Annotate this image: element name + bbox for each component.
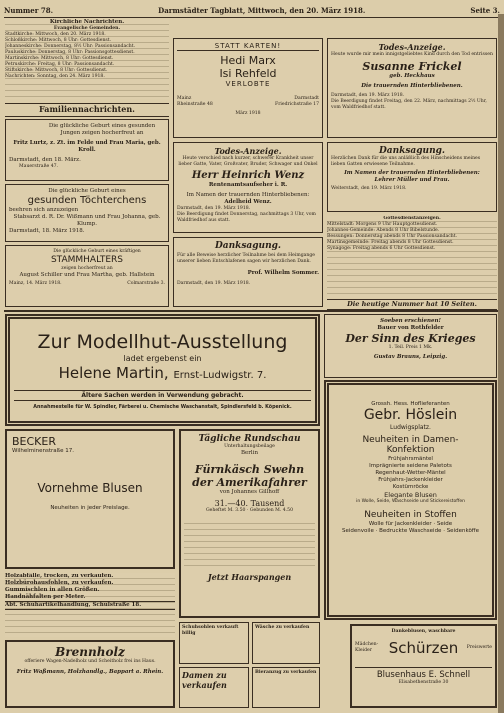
birth2-heading: gesunden Töchterchens <box>27 195 147 206</box>
church-line: Stadtkirche: Mittwoch, den 20. März 1918. <box>5 32 106 37</box>
holz-line: Handnähfalten per Meter. <box>5 594 86 600</box>
death1-name: Herr Heinrich Wenz <box>191 170 305 181</box>
hoeslein-name: Gebr. Höslein <box>363 407 458 423</box>
book-top: Soeben erschienen! <box>380 318 441 324</box>
birth3-text: Die glückliche Geburt eines kräftigen <box>53 249 141 254</box>
rundschau-edition: 31.—40. Tausend <box>214 499 285 508</box>
hoeslein-item: Kostümröcke <box>392 484 429 490</box>
becker-headline: Vornehme Blusen <box>37 481 143 495</box>
church-line: Johanneskirche: Donnerstag, 8½ Uhr: Passionsandacht. <box>5 44 136 49</box>
holz-line: Abt. Schuhartikelhandlung, Schulstraße 18. <box>5 601 175 610</box>
page-count-notice: Die heutige Nummer hat 10 Seiten. <box>327 299 497 310</box>
schuerzen-label2: Preiswerte <box>466 645 492 650</box>
small-ad-text: Bieranzug zu verkaufen <box>255 670 317 675</box>
birth-announcement-2 <box>5 184 169 242</box>
modellhut-address: Ernst-Ludwigstr. 7. <box>173 370 267 381</box>
death1-text: Im Namen der trauernden Hinterbliebenen: <box>186 192 310 198</box>
book-ad <box>324 314 497 378</box>
thanks2-text: Herzlichen Dank für die uns anläßlich des Hinscheidens meines lieben Gatten erwiesene Teilnahme. <box>331 156 481 167</box>
notice-line: Martinsgemeinde: Freitag abends 8 Uhr Gottesdienst. <box>327 240 454 245</box>
page-header <box>4 3 500 18</box>
hoeslein-stoff-line: Seidenvoile · Bedruckte Waschseide · Seidenköffe <box>342 528 479 534</box>
birth3-place: Mainz, 14. März 1918. <box>9 281 62 286</box>
page-edge <box>498 14 504 713</box>
church-line: Nachrichten: Sonntag, den 24. März 1918. <box>5 74 105 79</box>
becker-name: BECKER <box>12 435 56 448</box>
book-line1: Bauer von Rothfelder <box>377 325 444 331</box>
engaged-label: VERLOBTE <box>225 80 271 88</box>
hoeslein-top: Grossh. Hess. Hoflieferanten <box>371 401 450 407</box>
death2-intro: Heute wurde mir mein innigstgeliebtes Kind durch den Tod entrissen <box>331 52 493 57</box>
church-line: Stiftskirche: Mittwoch, 8 Uhr: Gottesdienst. <box>5 68 108 73</box>
rundschau-sub: Unterhaltungsbeilage <box>224 444 275 449</box>
rundschau-bottom: Jetzt Haarspangen <box>207 572 292 582</box>
notice-line: Mittelstadt: Morgens 9 Uhr Hauptgottesdienst. <box>327 222 438 227</box>
thanks2-text2: Im Namen der trauernden Hinterbliebenen: <box>344 170 480 176</box>
book-title: Der Sinn des Krieges <box>345 332 476 345</box>
birth2-place: Darmstadt, 18. März 1918. <box>9 228 85 234</box>
rundschau-ad <box>179 429 320 618</box>
rundschau-city: Berlin <box>241 450 258 456</box>
birth1-text: Die glückliche Geburt eines gesunden Jungen zeigen hocherfreut an <box>48 123 156 136</box>
thanks1-title: Danksagung. <box>214 241 282 251</box>
notice-line: Bessungen: Donnerstag abends 8 Uhr Passionsandacht. <box>327 234 458 239</box>
death1-title: Todes-Anzeige. <box>214 146 282 156</box>
modellhut-footer: Annahmestelle für W. Spindler, Färberei u. Chemische Waschanstalt, Spindlersfeld b. Köpenick. <box>33 405 292 410</box>
hoeslein-item: Frühjahrs-Jackenkleider <box>378 477 443 483</box>
birth1-names: Fritz Lurtz, z. Zt. im Felde und Frau Maria, geb. Kroll. <box>13 140 161 153</box>
birth-announcement-3 <box>5 245 169 307</box>
death1-intro: Heute verschied nach kurzer, schwerer Krankheit unser lieber Gatte, Vater, Großvater, Bruder, Schwager und Onkel <box>178 156 318 167</box>
thanks1-sign: Prof. Wilhelm Sommer. <box>247 270 319 276</box>
church-line: Petruskirche: Freitag, 8 Uhr: Passionsandacht. <box>5 62 115 67</box>
family-section-title: Familiennachrichten. <box>5 103 169 117</box>
death2-title: Todes-Anzeige. <box>378 42 446 52</box>
small-ad-text: Wäsche zu verkaufen <box>255 625 310 630</box>
small-ad-3 <box>179 667 249 708</box>
schuerzen-label1: Mädchen-Kleider <box>355 642 379 653</box>
masthead: Darmstädter Tagblatt, Mittwoch, den 20. März 1918. <box>158 5 366 15</box>
engaged-right-place: Darmstadt <box>294 96 319 101</box>
becker-sub: Neuheiten in jeder Preislage. <box>50 505 130 511</box>
birth1-address: Mauerstraße 47. <box>19 164 59 169</box>
schuerzen-ad <box>350 624 497 708</box>
engaged-left-address: Rheinstraße 48 <box>177 102 213 107</box>
engaged-date: März 1918 <box>235 111 261 116</box>
brennholz-text: offeriere Wagen-Nadelholz und Scheitholz frei ins Haus. <box>24 659 156 664</box>
brennholz-ad <box>5 640 175 708</box>
rundschau-price: Geheftet M. 3.50 · Gebunden M. 4.50 <box>205 508 294 513</box>
hoeslein-item: Konfektion <box>386 445 435 455</box>
hoeslein-item: Imprägnierte seidene Paletots <box>369 463 452 469</box>
holz-line: Holzabfälle, trocken, zu verkaufen. <box>5 573 114 579</box>
small-ad-text: Schuhsohlen verkauft billig <box>182 625 239 636</box>
death-notice-wenz <box>173 142 323 233</box>
modellhut-ad <box>5 314 320 426</box>
small-ad-1 <box>179 622 249 664</box>
birth3-address: Colmarstraße 3. <box>127 281 165 286</box>
engagement-announcement <box>173 38 323 138</box>
schuerzen-headline: Schürzen <box>388 639 459 657</box>
birth-announcement-1 <box>5 119 169 181</box>
church-line: Pauluskirche: Donnerstag, 8 Uhr: Passionsgottesdienst. <box>5 50 135 55</box>
thanks2-sign: Lehrer Müller und Frau. <box>374 177 450 183</box>
becker-ad <box>5 429 175 569</box>
modellhut-note: Ältere Sachen werden in Verwendung gebracht. <box>14 390 311 401</box>
birth2-text2: beehren sich anzuzeigen <box>9 207 79 213</box>
hoeslein-item: Frühjahrsmäntel <box>388 456 433 462</box>
death1-date: Darmstadt, den 19. März 1918. <box>177 206 251 211</box>
horizontal-divider <box>4 310 498 312</box>
death2-note: Die Beerdigung findet Freitag, den 22. März, nachmittags 2½ Uhr, vom Waldfriedhof statt. <box>331 99 487 110</box>
hoeslein-address: Ludwigsplatz. <box>390 424 431 431</box>
engaged-name-2: Isi Rehfeld <box>219 67 277 80</box>
becker-address: Wilhelminenstraße 17. <box>12 448 75 454</box>
thanks1-text: Für alle Beweise herzlicher Teilnahme bei dem Heimgange unserer lieben Entschlafenen sagen wir herzlichen Dank. <box>177 253 316 264</box>
page-number: Seite 3. <box>470 5 500 15</box>
small-ad-2 <box>252 622 320 664</box>
thanks2-date: Weiterstadt, den 19. März 1918. <box>331 186 407 191</box>
rundschau-title: Fürnkäsch Swehn der Amerikafahrer <box>192 463 307 489</box>
notice-line: Johannes-Gemeinde: Abends 8 Uhr Bibelstunde. <box>327 228 440 233</box>
engaged-name-1: Hedi Marx <box>220 54 276 67</box>
holz-line: Gummischlen in allen Größen. <box>5 587 100 593</box>
birth3-names: August Schiller und Frau Martha, geb. Hallstein <box>19 272 155 278</box>
birth2-names: Stabsarzt d. R. Dr. Wißmann und Frau Johanna, geb. Klump. <box>13 214 161 227</box>
death1-sign: Adelheid Wenz. <box>224 199 272 205</box>
birth3-heading: STAMMHALTERS <box>50 255 124 265</box>
engagement-title: STATT KARTEN! <box>177 42 319 51</box>
church-subtitle: Evangelische Gemeinden. <box>53 26 121 31</box>
modellhut-sub: ladet ergebenst ein <box>123 354 202 363</box>
thanks2-title: Danksagung. <box>378 146 446 156</box>
hoeslein-ad <box>324 380 497 620</box>
birth3-text2: zeigen hocherfreut an <box>61 266 113 271</box>
thanks-notice-sommer <box>173 237 323 307</box>
service-notices <box>327 216 497 298</box>
birth1-place: Darmstadt, den 18. März. <box>9 157 81 163</box>
rundschau-author: von Johannes Gillhoff <box>219 489 280 495</box>
engaged-left-place: Mainz <box>177 96 192 101</box>
death1-note: Die Beerdigung findet Donnerstag, nachmittags 3 Uhr, vom Waldfriedhof aus statt. <box>177 212 316 223</box>
death2-date: Darmstadt, den 19. März 1918. <box>331 93 405 98</box>
hoeslein-item: in Wolle, Seide, Waschseide und Stickereistoffen <box>356 499 465 504</box>
hoeslein-item: Regenhaut-Wetter-Mäntel <box>375 470 446 476</box>
death2-name: Susanne Frickel <box>362 60 462 73</box>
church-notices <box>5 19 169 99</box>
brennholz-title: Brennholz <box>55 645 125 659</box>
death2-text: Die trauernden Hinterbliebenen. <box>361 83 463 89</box>
notice-line: Synagoge: Freitag abends 6 Uhr Gottesdienst. <box>327 246 436 251</box>
notices-title: Gottesdienstanzeigen. <box>383 216 441 221</box>
death-notice-frickel <box>327 38 497 138</box>
brennholz-sign: Fritz Waßmann, Holzhandlg., Bappart a. Rhein. <box>16 669 164 675</box>
death2-sub: geb. Heckhaus <box>389 73 435 79</box>
engaged-right-address: Friedrichstraße 17 <box>275 102 319 107</box>
hoeslein-stoffen: Neuheiten in Stoffen <box>364 510 457 520</box>
church-line: Schloßkirche: Mittwoch, 8 Uhr: Gottesdienst. <box>5 38 112 43</box>
book-detail: 1. Teil. Preis 1 Mk. <box>388 345 433 350</box>
church-line: Martinskirche: Mittwoch, 8 Uhr: Gottesdienst. <box>5 56 114 61</box>
small-ad-text: Damen zu verkaufen <box>182 670 227 690</box>
book-publisher: Gustav Brauns, Leipzig. <box>373 354 448 360</box>
death1-role: Rentenamtsaufseher i. R. <box>208 182 288 188</box>
holz-line: Holzbürohausfohlen, zu verkaufen. <box>5 580 114 586</box>
hoeslein-item: Elegante Blusen <box>384 491 437 499</box>
issue-number: Nummer 78. <box>4 5 54 15</box>
thanks1-date: Darmstadt, den 19. März 1918. <box>177 281 251 286</box>
schuerzen-top: Dankeblusen, waschbare <box>391 629 456 634</box>
thanks-notice-mueller <box>327 142 497 212</box>
small-ad-4 <box>252 667 320 708</box>
modellhut-name: Helene Martin, <box>58 364 169 382</box>
rundschau-name: Tägliche Rundschau <box>198 434 301 444</box>
birth2-text: Die glückliche Geburt eines <box>48 188 126 194</box>
schuerzen-shop: Blusenhaus E. Schnell <box>355 667 492 680</box>
holz-ads <box>5 573 175 637</box>
schuerzen-address: Elisabethenstraße 30 <box>398 680 449 685</box>
hoeslein-item: Neuheiten in Damen- <box>362 435 459 445</box>
church-title: Kirchliche Nachrichten. <box>49 19 125 25</box>
hoeslein-stoff-line: Wolle für Jackenkleider · Seide <box>368 521 453 527</box>
modellhut-title: Zur Modellhut-Ausstellung <box>37 331 288 353</box>
rundschau-body <box>184 518 315 570</box>
